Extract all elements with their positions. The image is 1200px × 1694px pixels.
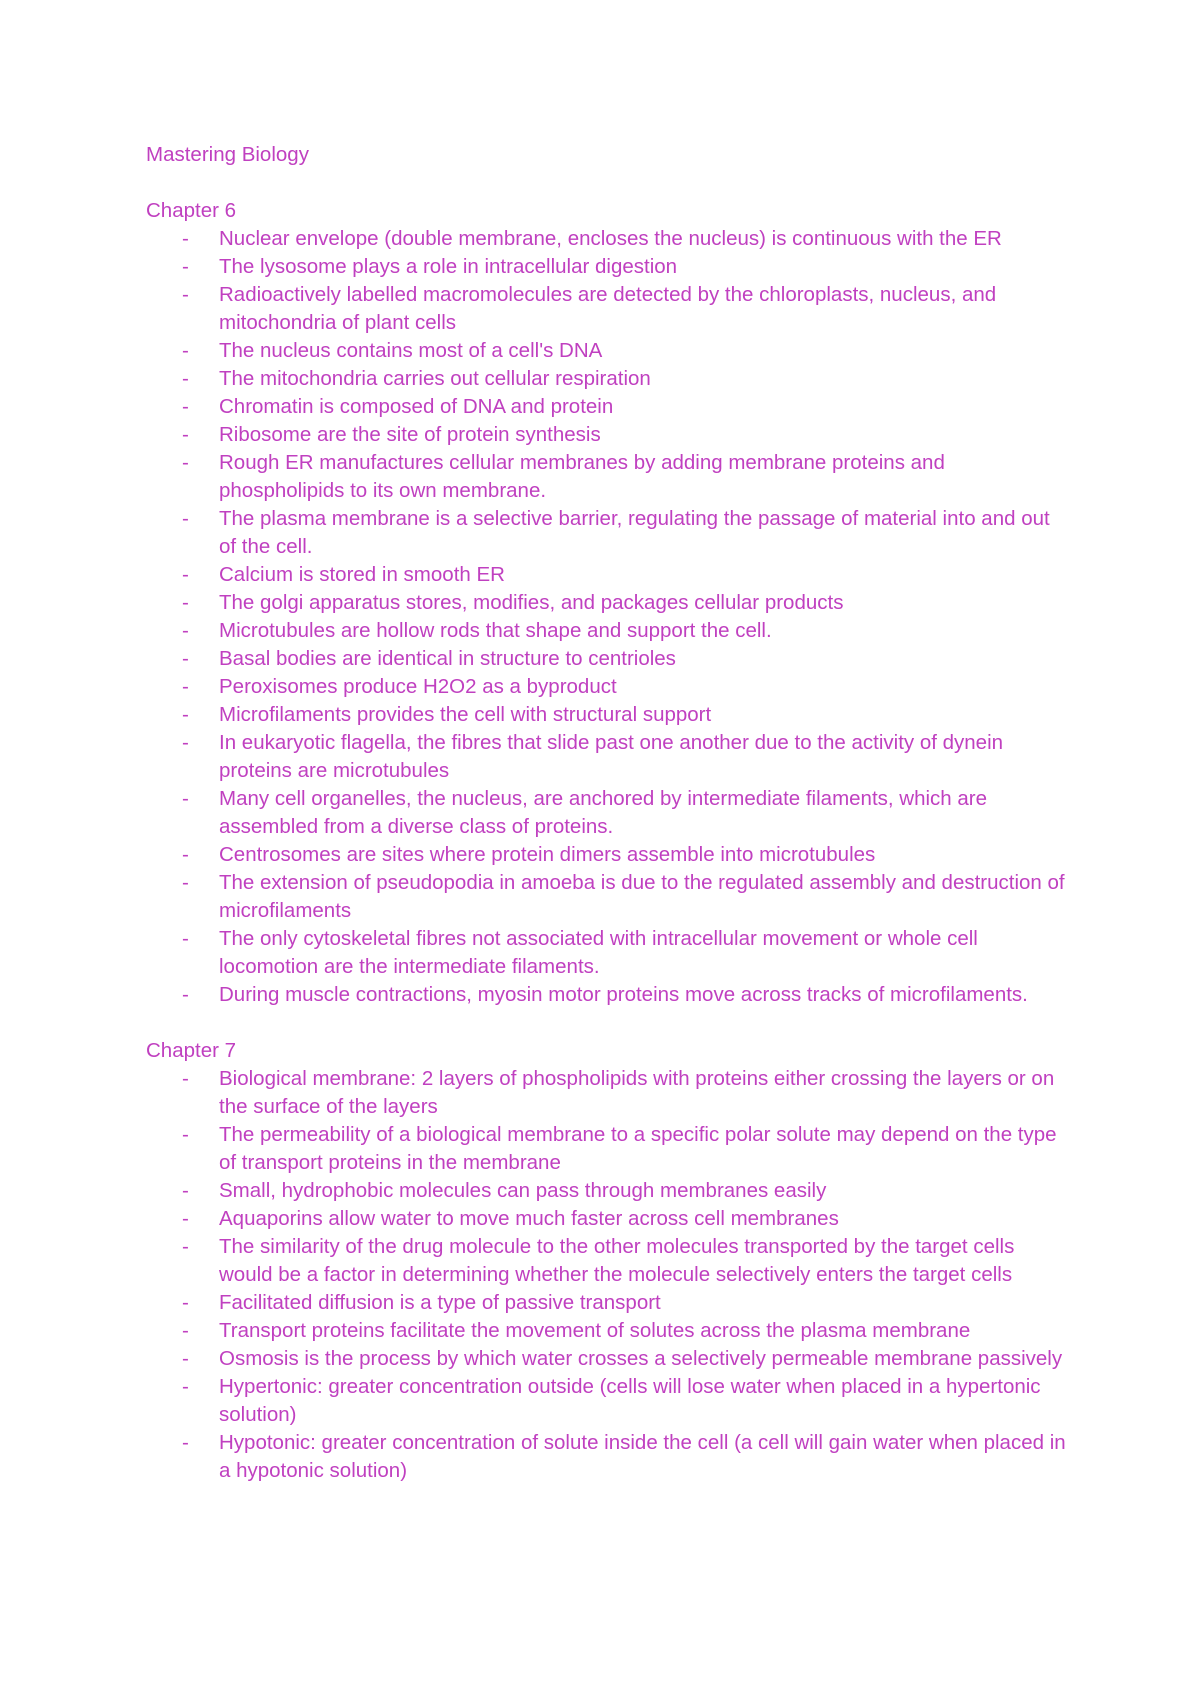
chapter-heading: Chapter 7 — [146, 1039, 237, 1062]
bullet-dash: - — [182, 647, 189, 670]
bullet-dash: - — [182, 1067, 189, 1090]
list-item-text: The nucleus contains most of a cell's DNA — [219, 339, 603, 362]
bullet-dash: - — [182, 1347, 189, 1370]
list-item — [146, 869, 1066, 925]
list-item-text: The extension of pseudopodia in amoeba is due to the regulated assembly and destruction of microfilaments — [219, 871, 1065, 922]
list-item-text: The mitochondria carries out cellular respiration — [219, 367, 651, 390]
list-item-text: Facilitated diffusion is a type of passive transport — [219, 1291, 661, 1314]
list-item-text: Calcium is stored in smooth ER — [219, 563, 505, 586]
list-item-text: Hypotonic: greater concentration of solute inside the cell (a cell will gain water when placed in a hypotonic solution) — [219, 1431, 1066, 1482]
document-page — [146, 141, 1066, 1485]
list-item-text: During muscle contractions, myosin motor proteins move across tracks of microfilaments. — [219, 983, 1028, 1006]
bullet-dash: - — [182, 1375, 189, 1398]
list-item-text: Radioactively labelled macromolecules are detected by the chloroplasts, nucleus, and mitochondria of plant cells — [219, 283, 997, 334]
list-item — [146, 1289, 1066, 1317]
bullet-dash: - — [182, 255, 189, 278]
bullet-dash: - — [182, 227, 189, 250]
list-item-text: Peroxisomes produce H2O2 as a byproduct — [219, 675, 617, 698]
bullet-dash: - — [182, 395, 189, 418]
bullet-dash: - — [182, 1319, 189, 1342]
bullet-dash: - — [182, 927, 189, 950]
bullet-dash: - — [182, 703, 189, 726]
list-item-text: The similarity of the drug molecule to the other molecules transported by the target cells would be a factor in determining whether the molecule selectively enters the target cells — [219, 1235, 1015, 1286]
list-item — [146, 701, 1066, 729]
list-item-text: In eukaryotic flagella, the fibres that slide past one another due to the activity of dynein proteins are microtubules — [219, 731, 1004, 782]
bullet-dash: - — [182, 563, 189, 586]
bullet-dash: - — [182, 1207, 189, 1230]
list-item — [146, 449, 1066, 505]
chapter-notes-list — [146, 225, 1066, 1009]
list-item-text: The golgi apparatus stores, modifies, and packages cellular products — [219, 591, 844, 614]
spacer — [146, 169, 1066, 197]
bullet-dash: - — [182, 1431, 189, 1454]
chapter-6-section — [146, 197, 1066, 1009]
list-item — [146, 1373, 1066, 1429]
bullet-dash: - — [182, 423, 189, 446]
list-item-text: Osmosis is the process by which water crosses a selectively permeable membrane passively — [219, 1347, 1063, 1370]
list-item — [146, 1345, 1066, 1373]
bullet-dash: - — [182, 619, 189, 642]
bullet-dash: - — [182, 451, 189, 474]
chapter-notes-list — [146, 1065, 1066, 1485]
list-item — [146, 1205, 1066, 1233]
list-item — [146, 365, 1066, 393]
bullet-dash: - — [182, 843, 189, 866]
list-item-text: Aquaporins allow water to move much faster across cell membranes — [219, 1207, 839, 1230]
list-item-text: Rough ER manufactures cellular membranes by adding membrane proteins and phospholipids to its own membrane. — [219, 451, 945, 502]
list-item — [146, 1317, 1066, 1345]
list-item — [146, 1233, 1066, 1289]
document-title: Mastering Biology — [146, 143, 309, 166]
list-item-text: Centrosomes are sites where protein dimers assemble into microtubules — [219, 843, 876, 866]
bullet-dash: - — [182, 675, 189, 698]
list-item — [146, 253, 1066, 281]
list-item-text: The permeability of a biological membrane to a specific polar solute may depend on the type of transport proteins in the membrane — [219, 1123, 1057, 1174]
list-item — [146, 673, 1066, 701]
list-item — [146, 841, 1066, 869]
list-item-text: The lysosome plays a role in intracellular digestion — [219, 255, 678, 278]
list-item — [146, 1121, 1066, 1177]
bullet-dash: - — [182, 731, 189, 754]
list-item — [146, 337, 1066, 365]
list-item-text: Transport proteins facilitate the movement of solutes across the plasma membrane — [219, 1319, 971, 1342]
list-item — [146, 421, 1066, 449]
list-item-text: Many cell organelles, the nucleus, are anchored by intermediate filaments, which are assembled from a diverse class of proteins. — [219, 787, 988, 838]
list-item-text: Microfilaments provides the cell with structural support — [219, 703, 712, 726]
list-item — [146, 589, 1066, 617]
list-item — [146, 1177, 1066, 1205]
list-item-text: Ribosome are the site of protein synthesis — [219, 423, 601, 446]
bullet-dash: - — [182, 1235, 189, 1258]
chapter-heading: Chapter 6 — [146, 199, 237, 222]
bullet-dash: - — [182, 1123, 189, 1146]
list-item-text: Microtubules are hollow rods that shape and support the cell. — [219, 619, 772, 642]
list-item — [146, 729, 1066, 785]
chapter-7-section — [146, 1037, 1066, 1485]
list-item — [146, 281, 1066, 337]
bullet-dash: - — [182, 283, 189, 306]
bullet-dash: - — [182, 367, 189, 390]
bullet-dash: - — [182, 507, 189, 530]
bullet-dash: - — [182, 339, 189, 362]
list-item — [146, 925, 1066, 981]
list-item-text: Biological membrane: 2 layers of phospholipids with proteins either crossing the layers or on the surface of the layers — [219, 1067, 1055, 1118]
list-item — [146, 1429, 1066, 1485]
bullet-dash: - — [182, 1291, 189, 1314]
bullet-dash: - — [182, 983, 189, 1006]
list-item — [146, 785, 1066, 841]
list-item-text: Nuclear envelope (double membrane, encloses the nucleus) is continuous with the ER — [219, 227, 1002, 250]
list-item-text: Basal bodies are identical in structure to centrioles — [219, 647, 676, 670]
list-item-text: Small, hydrophobic molecules can pass through membranes easily — [219, 1179, 827, 1202]
list-item — [146, 561, 1066, 589]
list-item — [146, 617, 1066, 645]
bullet-dash: - — [182, 1179, 189, 1202]
bullet-dash: - — [182, 787, 189, 810]
list-item — [146, 505, 1066, 561]
list-item-text: Chromatin is composed of DNA and protein — [219, 395, 614, 418]
list-item-text: The only cytoskeletal fibres not associated with intracellular movement or whole cell locomotion are the intermediate filaments. — [219, 927, 978, 978]
list-item — [146, 225, 1066, 253]
bullet-dash: - — [182, 591, 189, 614]
spacer — [146, 1009, 1066, 1037]
list-item — [146, 393, 1066, 421]
list-item-text: Hypertonic: greater concentration outside (cells will lose water when placed in a hypertonic solution) — [219, 1375, 1041, 1426]
list-item — [146, 1065, 1066, 1121]
list-item — [146, 645, 1066, 673]
list-item-text: The plasma membrane is a selective barrier, regulating the passage of material into and out of the cell. — [219, 507, 1050, 558]
list-item — [146, 981, 1066, 1009]
bullet-dash: - — [182, 871, 189, 894]
